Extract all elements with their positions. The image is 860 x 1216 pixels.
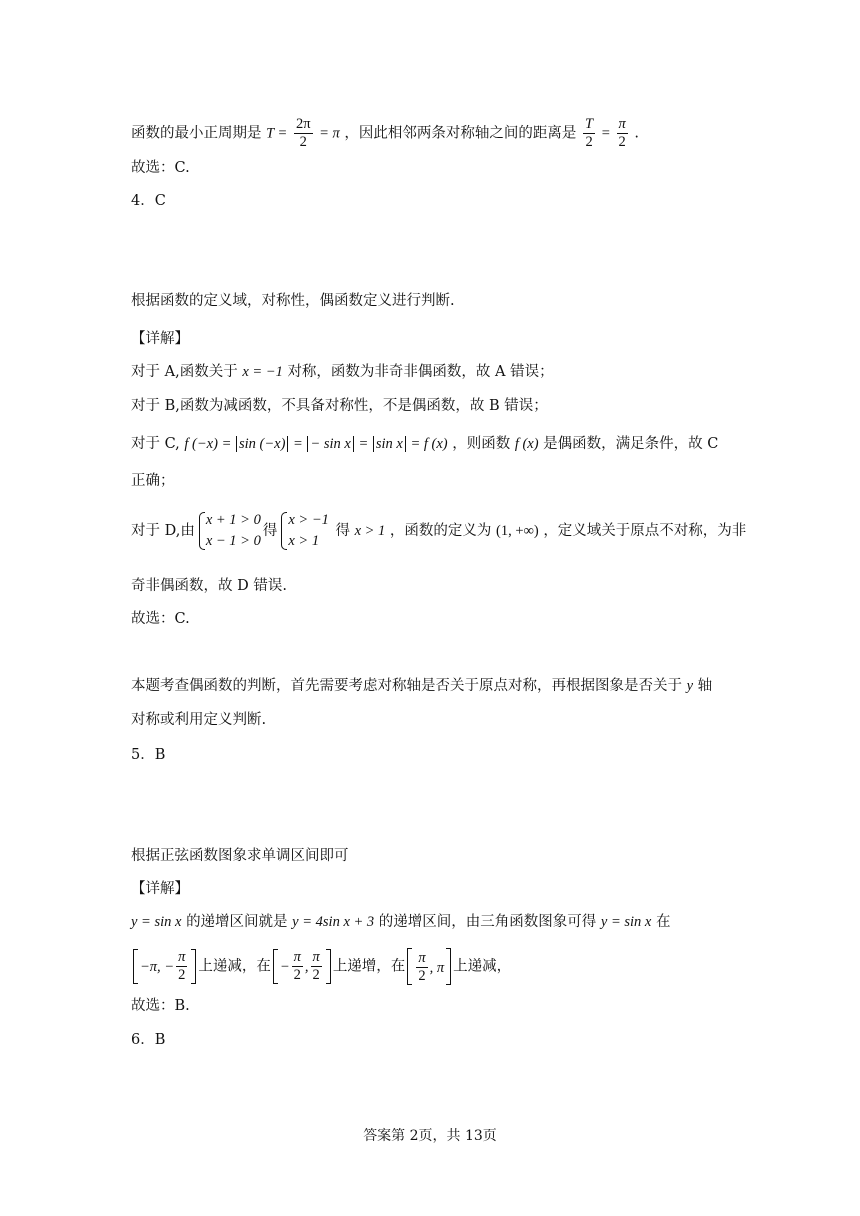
math-expression: y = 4sin x + 3	[292, 914, 375, 930]
math-expression: sin (−x)	[236, 436, 288, 452]
question-number: 5．B	[131, 747, 166, 763]
section-heading: 【详解】	[131, 331, 189, 347]
text-line: −π, − $\frac{\pi}{2}$ 上递减，在 − $\frac{\pi}{2}$ , $\frac{\pi}{2}$ 上递增，在 $\frac{\pi}{2}$ , π 上递减，	[131, 948, 511, 985]
math-expression: (1, +∞)	[496, 523, 539, 539]
text-line: 对于 C, f (−x) = sin (−x) = − sin x = sin x = f (x) ，则函数 f (x) 是偶函数，满足条件，故 C	[131, 436, 719, 452]
math-expression: = π	[319, 125, 340, 142]
page-footer: 答案第 2页，共 13页	[363, 1128, 497, 1144]
math-expression: f (x)	[514, 436, 539, 452]
fraction: $\frac{2\pi}{2}$	[295, 116, 311, 150]
math-expression: sin x	[373, 436, 406, 452]
answer-choice-line: 故选：C.	[131, 160, 190, 176]
math-expression: y = sin x	[131, 914, 182, 930]
answer-choice-line: 故选：C.	[131, 611, 190, 627]
interval: − $\frac{\pi}{2}$ , $\frac{\pi}{2}$	[272, 949, 332, 984]
interval: $\frac{\pi}{2}$ , π	[406, 948, 452, 985]
math-expression: x > 1	[354, 523, 386, 539]
text-line: 对于 A,函数关于 x = −1 对称，函数为非奇非偶函数，故 A 错误；	[131, 364, 554, 380]
text-line: y = sin x 的递增区间就是 y = 4sin x + 3 的递增区间，由三角函数图象可得 y = sin x 在	[131, 914, 671, 930]
text-segment: 函数的最小正周期是	[131, 125, 262, 142]
text-line: 对于 B,函数为减函数，不具备对称性，不是偶函数，故 B 错误；	[131, 398, 548, 414]
inequality-system: x > −1 x > 1	[279, 510, 329, 552]
math-expression: y	[686, 678, 694, 694]
question-number: 4．C	[131, 193, 166, 209]
analysis-text: 根据正弦函数图象求单调区间即可	[131, 848, 349, 864]
math-expression: f (−x) =	[184, 436, 232, 452]
section-heading: 【详解】	[131, 881, 189, 897]
math-expression: − sin x	[307, 436, 353, 452]
fraction: $\frac{\pi}{2}$	[618, 116, 626, 150]
answer-choice-line: 故选：B.	[131, 998, 190, 1014]
text-line: 函数的最小正周期是 T = $\frac{2\pi}{2}$ = π ，因此相邻两条对称轴之间的距离是 $\frac{T}{2}$ = $\frac{\pi}{2}$ .	[131, 116, 639, 150]
analysis-text: 根据函数的定义域，对称性，偶函数定义进行判断.	[131, 293, 455, 309]
text-line: 正确；	[131, 473, 175, 489]
text-segment: ，因此相邻两条对称轴之间的距离是	[344, 125, 577, 142]
text-line: 奇非偶函数，故 D 错误.	[131, 578, 287, 594]
math-expression: y = sin x	[600, 914, 652, 930]
interval: −π, − $\frac{\pi}{2}$	[132, 949, 197, 984]
inequality-system: x + 1 > 0 x − 1 > 0	[197, 510, 261, 552]
comment-text: 本题考查偶函数的判断，首先需要考虑对称轴是否关于原点对称，再根据图象是否关于 y 轴	[131, 678, 713, 694]
math-expression: = f (x)	[410, 436, 448, 452]
fraction: $\frac{T}{2}$	[585, 116, 594, 150]
question-number: 6．B	[131, 1032, 166, 1048]
math-expression: T =	[266, 125, 288, 142]
comment-text: 对称或利用定义判断.	[131, 712, 267, 728]
text-line: 对于 D,由 x + 1 > 0 x − 1 > 0 得 x > −1 x > 1 得 x > 1 ，函数的定义为 (1, +∞) ，定义域关于原点不对称，为非	[131, 510, 746, 552]
math-expression: x = −1	[242, 364, 283, 380]
